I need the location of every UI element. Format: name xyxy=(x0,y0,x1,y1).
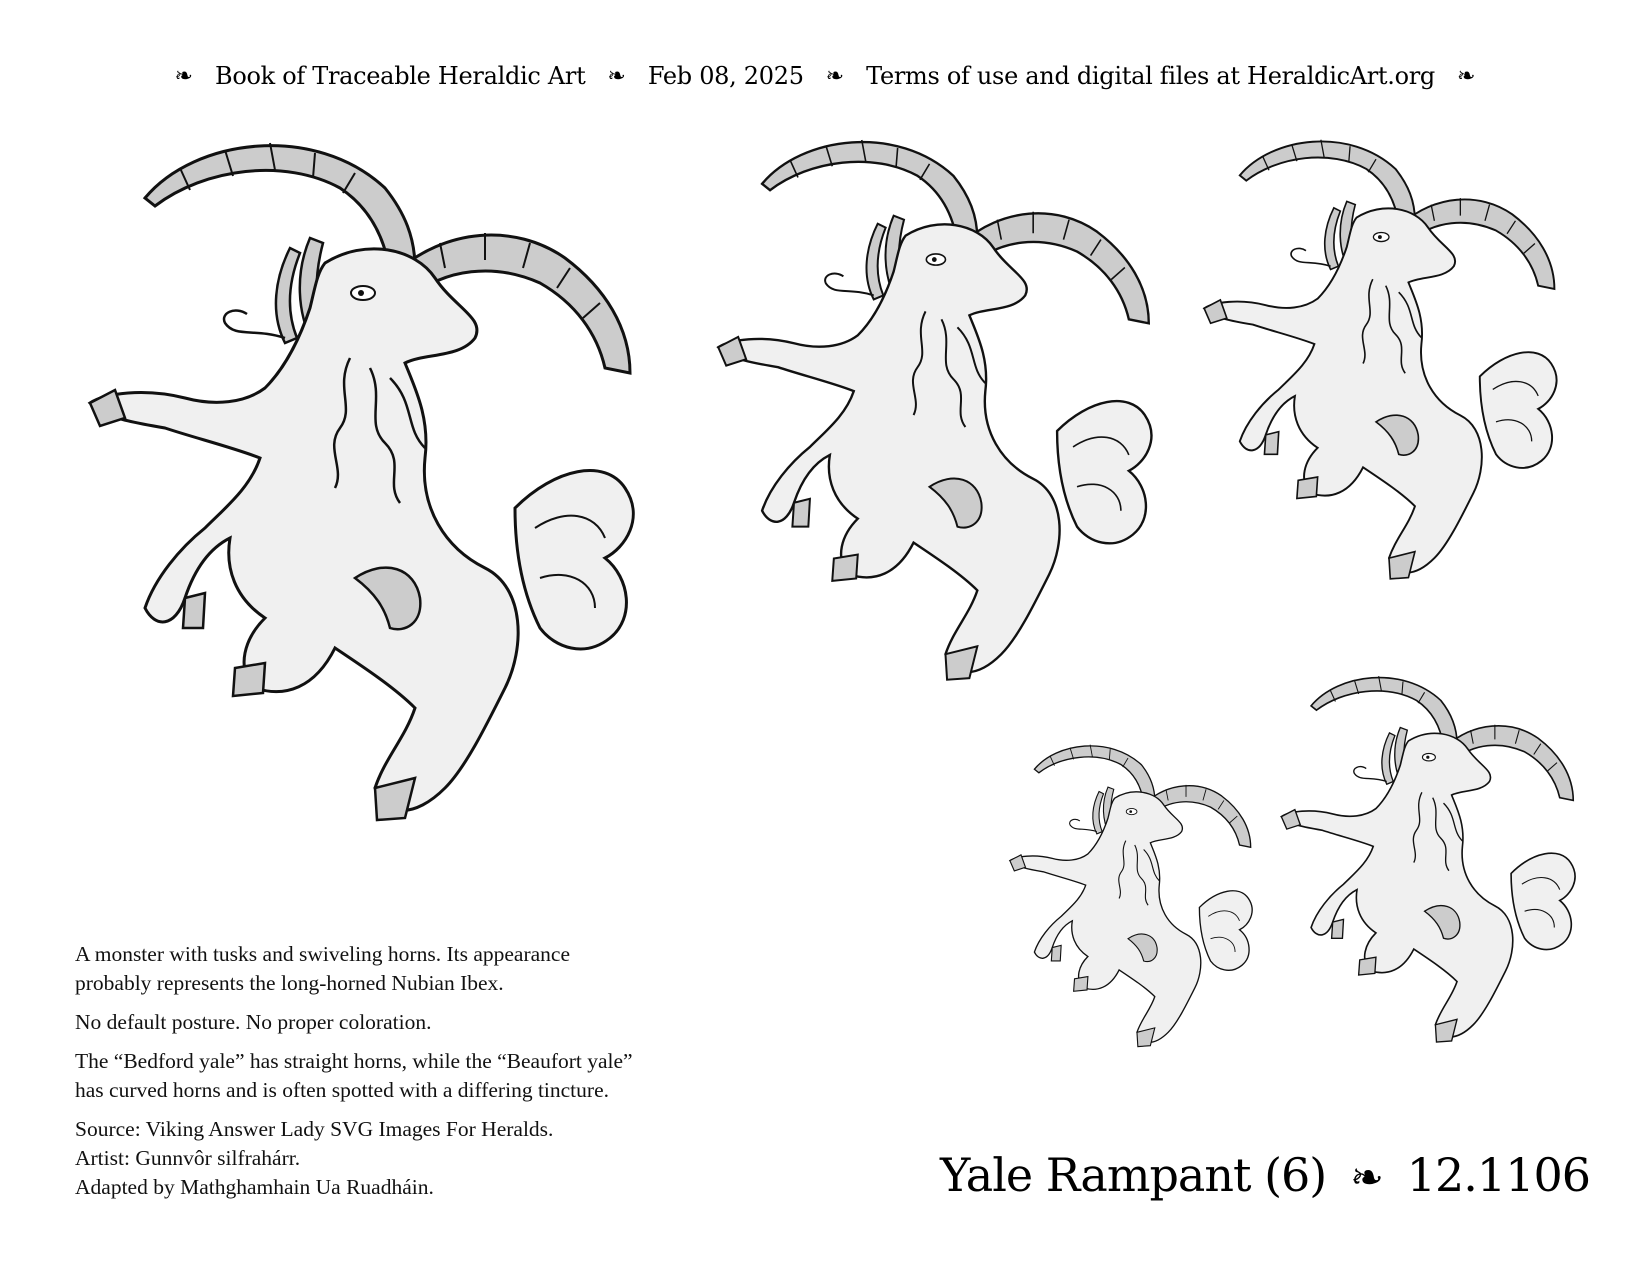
book-title: Book of Traceable Heraldic Art xyxy=(214,62,586,90)
description-line: No default posture. No proper coloration. xyxy=(75,1010,432,1034)
adapter-credit: Adapted by Mathghamhain Ua Ruadháin. xyxy=(75,1175,434,1199)
yale-rampant-image xyxy=(1275,668,1585,1068)
fleuron-ornament: ❧ xyxy=(1350,1155,1383,1201)
yale-illustration-smallest xyxy=(1005,738,1260,1068)
yale-rampant-image xyxy=(85,128,645,868)
header-date: Feb 08, 2025 xyxy=(647,62,804,90)
yale-illustration-small-top xyxy=(1195,130,1570,610)
fleuron-ornament: ❧ xyxy=(1457,63,1476,89)
fleuron-ornament: ❧ xyxy=(174,63,193,89)
description-paragraph xyxy=(75,940,815,998)
variants-note xyxy=(75,1047,815,1105)
description-line: The “Bedford yale” has straight horns, while the “Beaufort yale” xyxy=(75,1049,633,1073)
yale-illustration-large xyxy=(85,128,645,868)
artist-credit: Artist: Gunnvôr silfrahárr. xyxy=(75,1146,301,1170)
terms-link-text: Terms of use and digital files at HeraldicArt.org xyxy=(866,62,1435,90)
source-credit: Source: Viking Answer Lady SVG Images For Heralds. xyxy=(75,1117,554,1141)
description-line: A monster with tusks and swiveling horns. Its appearance xyxy=(75,942,571,966)
yale-rampant-image xyxy=(1005,738,1260,1068)
fleuron-ornament: ❧ xyxy=(825,63,845,89)
yale-rampant-image xyxy=(705,128,1170,718)
plate-number: 12.1106 xyxy=(1406,1148,1590,1202)
yale-illustration-small-bottom xyxy=(1275,668,1585,1068)
description-line: probably represents the long-horned Nubian Ibex. xyxy=(75,971,504,995)
plate-title xyxy=(930,1148,1590,1218)
posture-note xyxy=(75,1008,815,1037)
page-header xyxy=(0,56,1650,96)
description-block xyxy=(75,940,815,1212)
yale-illustration-medium xyxy=(705,128,1170,718)
fleuron-ornament: ❧ xyxy=(607,63,626,89)
yale-rampant-image xyxy=(1195,130,1570,610)
description-line: has curved horns and is often spotted with a differing tincture. xyxy=(75,1078,609,1102)
plate-name: Yale Rampant (6) xyxy=(939,1148,1327,1202)
credits xyxy=(75,1115,815,1202)
